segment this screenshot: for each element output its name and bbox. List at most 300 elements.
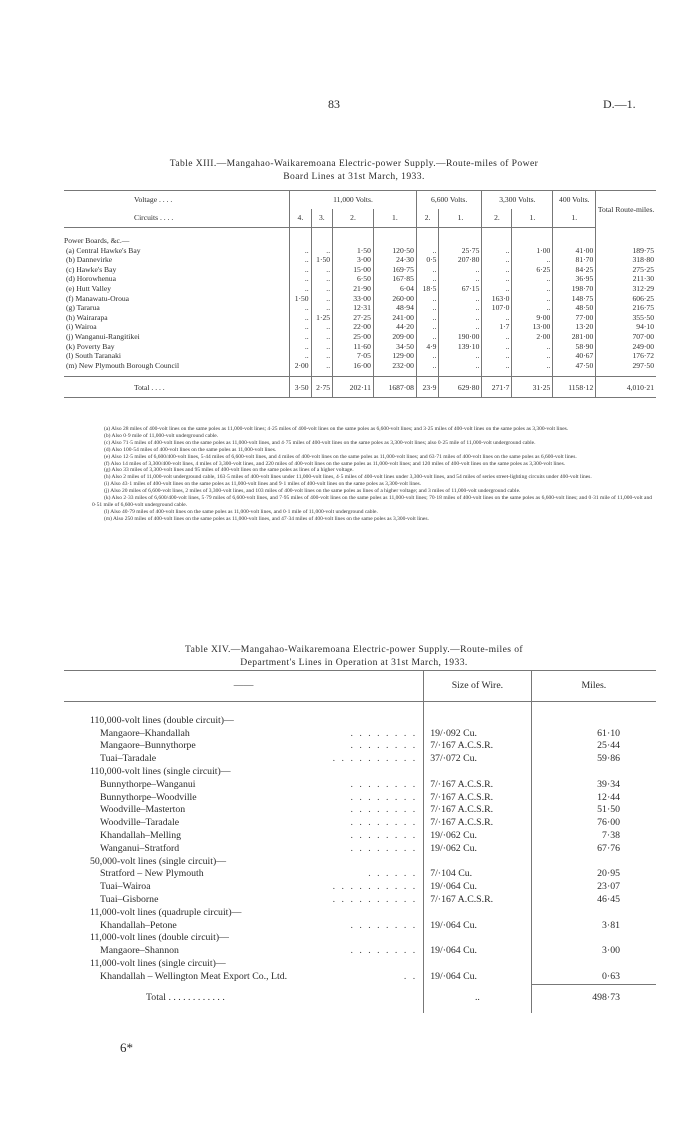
line-name: Stratford – New Plymouth [100,868,204,880]
table-cell: .. [416,303,439,313]
table-cell: .. [416,361,439,371]
table-cell: 190·00 [439,332,482,342]
table-cell: .. [512,255,553,265]
voltage-label: Voltage . . . . [64,191,290,210]
table-cell: .. [416,351,439,361]
miles: 59·86 [531,753,656,766]
table-cell: 36·95 [553,274,596,284]
table-cell: 3·00 [333,255,374,265]
table-row [64,265,656,275]
line-name-cell [64,753,424,766]
table-cell: 40·67 [553,351,596,361]
footnote: (f) Also 14 miles of 3,300/400-volt lines, 4 miles of 3,300-volt lines, and 220 miles of 400-volt lines on the same poles as 11,000-volt lines; and 120 miles of 400-volt lines on the same poles as 3,300-volt lines. [104,460,566,467]
miles: 67·76 [531,843,656,856]
line-name-cell [64,792,424,805]
table-cell: 41·00 [553,246,596,256]
page-signature: 6* [120,1040,133,1055]
table-cell: 77·00 [553,313,596,323]
table-cell: 176·72 [596,351,656,361]
wire-size [424,958,532,971]
leader-dots: . . . . . . . . [350,778,418,790]
miles [531,907,656,920]
table-cell: .. [482,246,512,256]
table-row [64,351,656,361]
table-xiv-title [64,643,644,669]
table-row [64,728,656,741]
line-name-cell [64,817,424,830]
table-cell: 241·00 [373,313,416,323]
wire-size: 7/·167 A.C.S.R. [424,779,532,792]
wire-size: 19/·092 Cu. [424,728,532,741]
table-cell: 232·00 [373,361,416,371]
table-row [64,313,656,323]
line-group-label: 110,000-volt lines (single circuit)— [90,765,231,777]
table-cell: 1·25 [311,313,332,323]
table-cell: .. [290,342,311,352]
table-row [64,804,656,817]
table-row [64,342,656,352]
wire-size: 37/·072 Cu. [424,753,532,766]
table-cell: 24·30 [373,255,416,265]
wire-size: 7/·167 A.C.S.R. [424,817,532,830]
table-row [64,255,656,265]
miles: 46·45 [531,894,656,907]
table-cell: 44·20 [373,322,416,332]
line-name: Mangaore–Khandallah [100,727,190,739]
table-row [64,284,656,294]
miles: 3·81 [531,920,656,933]
line-group-label: 11,000-volt lines (single circuit)— [90,957,226,969]
total-cell: 3·50 [290,377,311,398]
row-label: (h) Wairarapa [66,312,108,322]
table-cell: 2·00 [512,332,553,342]
total-cell: 1158·12 [553,377,596,398]
footnote: (k) Also 2·33 miles of 6,600/400-volt lines, 5·79 miles of 6,600-volt lines, and 7·95 miles of 400-volt lines on the same poles as 11,000-volt lines; 70·18 miles of 400-volt lines on the same poles as 6,600-volt lines; and 0·31 mile of 11,000-volt and 0·51 mile of 6,600-volt underground cable. [92,495,652,508]
table-cell: .. [416,332,439,342]
table-cell: .. [311,303,332,313]
footnote: (b) Also 0·9 mile of 11,000-volt underground cable. [104,432,219,439]
table-row [64,246,656,256]
leader-dots: . . . . . . . . . . [332,893,418,905]
table-cell: 16·00 [333,361,374,371]
line-name-cell [64,728,424,741]
leader-dots: . . . . . . . . . . [332,753,418,765]
table-xiv-body [64,715,656,984]
row-label: (e) Hutt Valley [66,283,111,293]
total-miles: 498·73 [531,984,656,1013]
wire-size: 19/·064 Cu. [424,920,532,933]
volt-group-header: 400 Volts. [553,191,596,210]
table-cell: 48·94 [373,303,416,313]
table-cell: 11·60 [333,342,374,352]
line-name-cell [64,830,424,843]
circuit-header: 2. [416,209,439,228]
table-cell: 6·25 [512,265,553,275]
table-cell: .. [512,342,553,352]
line-name: Tuai–Taradale [100,753,157,765]
miles: 12·44 [531,792,656,805]
table-cell: 21·90 [333,284,374,294]
footnote: (j) Also 20 miles of 6,600-volt lines, 2 miles of 3,300-volt lines, and 103 miles of 400-volt lines on the same poles as lines of a higher voltage; and 3 miles of 11,000-volt underground cable. [104,488,521,495]
footnote: (a) Also 28 miles of 400-volt lines on the same poles as 11,000-volt lines; 4·25 miles of 400-volt lines on the same poles as 6,600-volt lines; and 3·25 miles of 400-volt lines on the same poles as 3,300-volt lines. [104,426,569,432]
wire-size [424,766,532,779]
line-name-cell [64,804,424,817]
table-row [64,753,656,766]
miles [531,932,656,945]
table-cell: 33·00 [333,294,374,304]
line-name: Mangaore–Bunnythorpe [100,740,196,752]
group-row [64,856,656,869]
table-cell: .. [311,284,332,294]
table-cell: .. [482,274,512,284]
wire-size [424,907,532,920]
footnote: (c) Also 71·5 miles of 400-volt lines on the same poles as 11,000-volt lines, and 4·75 miles of 400-volt lines on the same poles as 3,300-volt lines; also 0·25 mile of 11,000-volt underground cable. [104,439,536,446]
table-cell: 198·70 [553,284,596,294]
table-cell: .. [416,322,439,332]
line-name-cell [64,843,424,856]
table-cell: 318·80 [596,255,656,265]
leader-dots: . . . . . . . . [350,804,418,816]
table-cell: .. [290,303,311,313]
page-number: 83 [328,97,340,111]
line-group-label: 11,000-volt lines (double circuit)— [90,932,229,944]
group-row [64,766,656,779]
group-label: Power Boards, &c.— [64,236,130,245]
wire-size [424,932,532,945]
line-name: Khandallah–Petone [100,919,177,931]
table-cell: 84·25 [553,265,596,275]
total-cell: 31·25 [512,377,553,398]
document-reference: D.—1. [603,97,636,111]
miles: 76·00 [531,817,656,830]
table-xiii [64,190,656,398]
line-name-cell [64,881,424,894]
line-name: Tuai–Wairoa [100,881,151,893]
table-cell: 15·00 [333,265,374,275]
leader-dots: . . . . . . . . [350,919,418,931]
wire-size: 19/·062 Cu. [424,830,532,843]
table-row [64,971,656,984]
row-label: (i) Wairoa [66,322,97,332]
line-name: Mangaore–Shannon [100,945,179,957]
line-name: Tuai–Gisborne [100,893,159,905]
table-cell: 47·50 [553,361,596,371]
miles: 51·50 [531,804,656,817]
table-cell: .. [482,255,512,265]
miles: 23·07 [531,881,656,894]
table-cell: 94·10 [596,322,656,332]
table-cell: 2·00 [290,361,311,371]
leader-dots: . . . . . . . . [350,727,418,739]
table-cell: 13·00 [512,322,553,332]
total-cell: 1687·08 [373,377,416,398]
row-label: (m) New Plymouth Borough Council [66,360,180,370]
total-cell: 629·80 [439,377,482,398]
table-cell: 209·00 [373,332,416,342]
miles: 61·10 [531,728,656,741]
total-cell: 4,010·21 [596,377,656,398]
wire-size: 7/·104 Cu. [424,868,532,881]
table-cell: 312·29 [596,284,656,294]
volt-group-header: 11,000 Volts. [290,191,417,210]
row-label: (g) Tararua [66,303,100,313]
table-cell: 1·7 [482,322,512,332]
wire-size-header: Size of Wire. [424,671,532,702]
line-name: Woodville–Taradale [100,817,180,829]
table-cell: 169·75 [373,265,416,275]
table-cell: 27·25 [333,313,374,323]
table-cell: .. [482,313,512,323]
group-row [64,932,656,945]
table-xiii-footnotes [92,426,652,523]
table-cell: .. [416,313,439,323]
row-label: (f) Manawatu-Oroua [66,293,130,303]
table-cell: .. [311,322,332,332]
table-cell: 216·75 [596,303,656,313]
table-cell: 13·20 [553,322,596,332]
table-row [64,294,656,304]
table-xiv-header-row [64,671,656,702]
line-group-label: 11,000-volt lines (quadruple circuit)— [90,906,242,918]
table-cell: .. [290,313,311,323]
leader-dots: . . . . . . . . [350,842,418,854]
table-cell: .. [439,265,482,275]
table-row [64,274,656,284]
table-row [64,830,656,843]
table-row [64,792,656,805]
table-cell: 4·9 [416,342,439,352]
leader-dots: . . . . . . . . [350,740,418,752]
line-name: Bunnythorpe–Wanganui [100,778,196,790]
table-cell: 281·00 [553,332,596,342]
table-cell: .. [512,361,553,371]
table-xiii-title [64,157,644,183]
table-cell: 81·70 [553,255,596,265]
table-cell: 275·25 [596,265,656,275]
table-cell: 139·10 [439,342,482,352]
table-cell: .. [482,351,512,361]
row-label: (j) Wanganui-Rangitikei [66,331,140,341]
table-cell: .. [311,265,332,275]
table-cell: .. [290,322,311,332]
wire-size [424,715,532,728]
table-cell: 107·0 [482,303,512,313]
table-cell: .. [290,284,311,294]
table-cell: .. [416,246,439,256]
table-cell: 163·0 [482,294,512,304]
line-name-cell [64,971,424,984]
table-cell: .. [290,255,311,265]
table-cell: 18·5 [416,284,439,294]
circuit-header: 1. [512,209,553,228]
table-cell: .. [439,322,482,332]
table-cell: .. [311,342,332,352]
table-cell: 120·50 [373,246,416,256]
table-cell: .. [311,294,332,304]
footnote: (m) Also 250 miles of 400-volt lines on the same poles as 11,000-volt lines, and 47·34 miles of 400-volt lines on the same poles as 3,300-volt lines. [104,515,429,522]
table-cell: 22·00 [333,322,374,332]
row-label: (k) Poverty Bay [66,341,115,351]
table-cell: 355·50 [596,313,656,323]
circuit-header: 1. [373,209,416,228]
table-xiv-title-line1: Table XIV.—Mangahao-Waikaremoana Electric-power Supply.—Route-miles of [185,644,523,655]
total-cell: 202·11 [333,377,374,398]
footnote: (l) Also 40·79 miles of 400-volt lines on the same poles as 11,000-volt lines, and 0·1 mile of 11,000-volt underground cable. [104,508,378,515]
line-name: Khandallah–Melling [100,829,182,841]
table-row [64,817,656,830]
line-name: Khandallah – Wellington Meat Export Co., Ltd. [100,970,288,982]
line-name: Wanganui–Stratford [100,842,180,854]
table-xiii-title-line2: Board Lines at 31st March, 1933. [283,171,425,182]
table-cell: 25·00 [333,332,374,342]
wire-size: 7/·167 A.C.S.R. [424,792,532,805]
miles: 20·95 [531,868,656,881]
miles: 0·63 [531,971,656,984]
table-cell: 297·50 [596,361,656,371]
line-name-cell [64,920,424,933]
footnote: (i) Also 43·1 miles of 400-volt lines on the same poles as 11,000-volt lines and 9·1 miles of 400-volt lines on the same poles as 3,300-volt lines. [104,481,422,488]
miles [531,856,656,869]
table-cell: .. [290,274,311,284]
table-cell: 189·75 [596,246,656,256]
table-cell: 0·5 [416,255,439,265]
table-cell: 12·31 [333,303,374,313]
table-cell: 260·00 [373,294,416,304]
group-row [64,907,656,920]
table-cell: 167·85 [373,274,416,284]
volt-group-header: 3,300 Volts. [482,191,553,210]
table-cell: .. [416,265,439,275]
wire-size: 19/·062 Cu. [424,843,532,856]
table-cell: .. [416,274,439,284]
table-cell: 129·00 [373,351,416,361]
line-name-cell [64,894,424,907]
table-cell: 34·50 [373,342,416,352]
table-cell: .. [290,265,311,275]
table-xiv-total-row [64,984,656,1013]
miles [531,766,656,779]
group-row [64,958,656,971]
leader-dots: . . . . . . [368,868,418,880]
table-row [64,894,656,907]
line-name: Woodville–Masterton [100,804,186,816]
table-row [64,303,656,313]
footnote: (g) Also 33 miles of 3,300-volt lines and 95 miles of 400-volt lines on the same poles as lines of a higher voltage. [104,467,354,474]
blank-column-header: —— [64,671,424,702]
miles: 3·00 [531,945,656,958]
table-cell: .. [439,361,482,371]
wire-size: 19/·064 Cu. [424,945,532,958]
table-cell: .. [311,351,332,361]
table-xiii-total-row [64,377,656,398]
miles: 7·38 [531,830,656,843]
table-row [64,361,656,371]
table-xiv-title-line2: Department's Lines in Operation at 31st March, 1933. [240,657,468,668]
table-cell: .. [416,294,439,304]
table-cell: 207·80 [439,255,482,265]
table-cell: .. [482,284,512,294]
table-cell: .. [482,361,512,371]
table-cell: 58·90 [553,342,596,352]
total-label: Total . . . . [64,377,290,398]
table-cell: .. [311,332,332,342]
table-cell: .. [311,246,332,256]
table-row [64,779,656,792]
wire-size: 19/·064 Cu. [424,971,532,984]
table-cell: .. [482,265,512,275]
table-cell: 1·50 [333,246,374,256]
line-name-cell [64,945,424,958]
table-xiv [64,670,656,1013]
total-cell: 2·75 [311,377,332,398]
table-cell: .. [439,313,482,323]
table-cell: 1·50 [311,255,332,265]
leader-dots: . . [403,970,418,982]
leader-dots: . . . . . . . . [350,829,418,841]
table-cell: .. [290,332,311,342]
table-row [64,332,656,342]
table-cell: .. [512,303,553,313]
table-cell: 1·00 [512,246,553,256]
circuit-header: 1. [553,209,596,228]
table-cell: .. [512,274,553,284]
total-route-miles-header: Total Route-miles. [596,191,656,228]
line-group-label: 50,000-volt lines (single circuit)— [90,855,227,867]
table-cell: 1·50 [290,294,311,304]
footnote: (h) Also 2 miles of 11,000-volt underground cable, 163·5 miles of 400-volt lines under 11,000-volt lines, 4·5 miles of 400-volt lines under 3,300-volt lines, and 54 miles of series street-lighting circuits under 400-volt lines. [104,474,592,481]
table-cell: .. [311,274,332,284]
table-row [64,740,656,753]
table-cell: .. [311,361,332,371]
table-cell: 606·25 [596,294,656,304]
table-row [64,945,656,958]
miles: 39·34 [531,779,656,792]
row-label: (b) Dannevirke [66,255,113,265]
leader-dots: . . . . . . . . [350,945,418,957]
leader-dots: . . . . . . . . . . [332,881,418,893]
voltage-header-row [64,191,656,210]
line-name-cell [64,779,424,792]
table-cell: 6·50 [333,274,374,284]
line-name-cell [64,868,424,881]
miles [531,958,656,971]
table-cell: .. [439,294,482,304]
wire-size: 19/·064 Cu. [424,881,532,894]
miles: 25·44 [531,740,656,753]
group-row [64,715,656,728]
wire-size: 7/·167 A.C.S.R. [424,740,532,753]
table-xiii-title-line1: Table XIII.—Mangahao-Waikaremoana Electric-power Supply.—Route-miles of Power [169,158,539,169]
table-cell: 707·00 [596,332,656,342]
total-wire: .. [424,984,532,1013]
circuits-label: Circuits . . . . [64,209,290,228]
table-cell: 48·50 [553,303,596,313]
table-row [64,868,656,881]
total-label: Total . . . . . . . . . . . . [146,991,225,1003]
table-cell: .. [512,294,553,304]
miles-header: Miles. [531,671,656,702]
table-cell: .. [512,351,553,361]
line-name: Bunnythorpe–Woodville [100,791,197,803]
leader-dots: . . . . . . . . [350,791,418,803]
table-row [64,920,656,933]
wire-size [424,856,532,869]
line-name-cell [64,740,424,753]
table-cell: .. [439,303,482,313]
footnote: (e) Also 12·5 miles of 6,600/400-volt lines, 5·44 miles of 6,600-volt lines, and 4 miles of 400-volt lines on the same poles as 11,000-volt lines; and 63·71 miles of 400-volt lines on the same poles as 6,600-volt lines. [104,453,577,460]
circuit-header-row [64,209,656,228]
table-cell: 148·75 [553,294,596,304]
